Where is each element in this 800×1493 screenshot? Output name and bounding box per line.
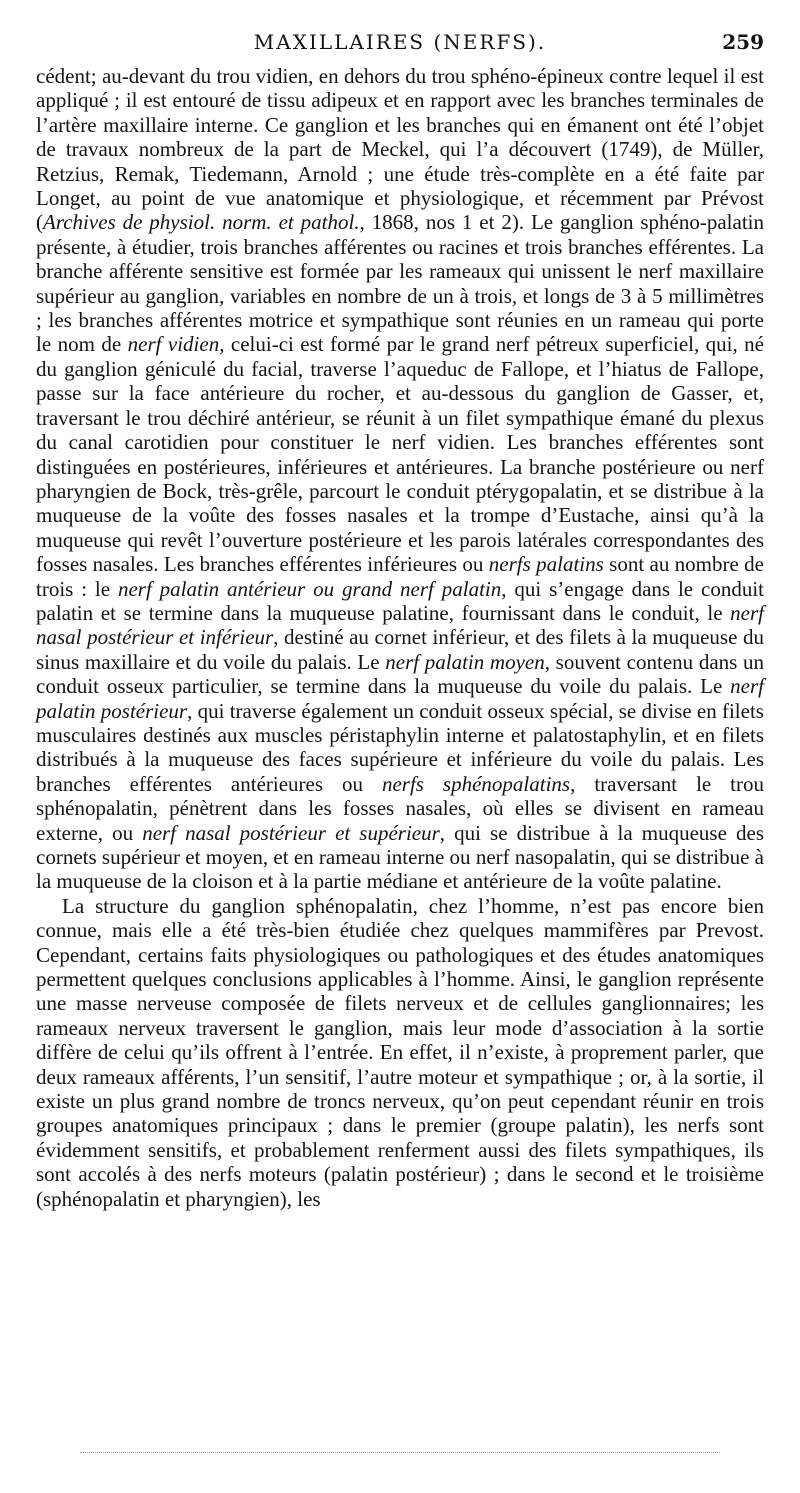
italic-term: nerf vidien <box>127 332 220 357</box>
page-header <box>36 30 764 60</box>
text-run: , traversant le trou sphénopalatin, pénètrent dans les fosses nasales, où elles se divisent en rameau externe, ou <box>36 771 765 845</box>
italic-term: nerf palatin postérieur <box>36 674 764 723</box>
running-title: MAXILLAIRES (NERFS). <box>253 30 547 54</box>
italic-term: nerf palatin moyen <box>385 649 545 674</box>
italic-term: nerfs palatins <box>488 552 604 577</box>
paragraph <box>36 64 764 894</box>
italic-term: nerf palatin antérieur ou grand nerf palatin <box>117 576 502 601</box>
text-run: , qui traverse également un conduit osseux spécial, se divise en filets musculaires destinés aux muscles péristaphylin interne et palatostaphylin, et en filets distribués à la muqueuse des faces supérieure et inférieure du voile du palais. Les branches efférentes antérieures ou <box>36 698 764 796</box>
italic-term: nerfs sphénopalatins <box>381 771 571 796</box>
text-run: , qui s’engage dans le conduit palatin et se termine dans la muqueuse palatine, fournissant dans le conduit, le <box>36 576 764 625</box>
text-run: , qui se distribue à la muqueuse des cornets supérieur et moyen, et en rameau interne ou nerf nasopalatin, qui se distribue à la muqueuse de la cloison et à la partie médiane et antérieure de la voûte palatine. <box>36 820 764 894</box>
body-text <box>36 64 764 1211</box>
paragraph <box>36 894 764 1211</box>
text-run: , 1868, nos 1 et 2). Le ganglion sphéno-palatin présente, à étudier, trois branches afférentes ou racines et trois branches efférentes. La branche afférente sensitive est formée par les rameaux qui unissent le nerf maxillaire supérieur au ganglion, variables en nombre de un à trois, et longs de 3 à 5 millimètres ; les branches afférentes motrice et sympathique sont réunies en un rameau qui porte le nom de <box>36 210 765 357</box>
italic-term: nerf nasal postérieur et inférieur <box>36 600 764 650</box>
italic-term: nerf nasal postérieur et supérieur <box>142 820 440 845</box>
page-number: 259 <box>722 30 764 54</box>
text-run: , souvent contenu dans un conduit osseux particulier, se termine dans la muqueuse du voile du palais. Le <box>36 649 765 699</box>
text-run: , destiné au cornet inférieur, et des filets à la muqueuse du sinus maxillaire et du voile du palais. Le <box>36 625 764 674</box>
text-run: La structure du ganglion sphénopalatin, chez l’homme, n’est pas encore bien connue, mais elle a été très-bien étudiée chez quelques mammifères par Prevost. Cependant, certains faits physiologiques ou pathologiques et des études anatomiques permettent quelques conclusions applicables à l’homme. Ainsi, le ganglion représente une masse nerveuse composée de filets nerveux et de cellules ganglionnaires; les rameaux nerveux traversent le ganglion, mais leur mode d’association à la sortie diffère de celui qu’ils offrent à l’entrée. En effet, il n’existe, à proprement parler, que deux rameaux afférents, l’un sensitif, l’autre moteur et sympathique ; or, à la sortie, il existe un plus grand nombre de troncs nerveux, qu’on peut cependant réunir en trois groupes anatomiques principaux ; dans le premier (groupe palatin), les nerfs sont évidemment sensitifs, et probablement renferment aussi des filets sympathiques, ils sont accolés à des nerfs moteurs (palatin postérieur) ; dans le second et le troisième (sphénopalatin et pharyngien), les <box>36 893 764 1211</box>
text-run: sont au nombre de trois : le <box>36 552 764 601</box>
italic-term: Archives de physiol. norm. et pathol. <box>43 210 360 235</box>
text-run: , celui-ci est formé par le grand nerf pétreux superficiel, qui, né du ganglion géniculé du facial, traverse l’aqueduc de Fallope, et l’hiatus de Fallope, passe sur la face antérieure du rocher, et au-dessous du ganglion de Gasser, et, traversant le trou déchiré antérieur, se réunit à un filet sympathique émané du plexus du canal carotidien pour constituer le nerf vidien. Les branches efférentes sont distinguées en postérieures, inférieures et antérieures. La branche postérieure ou nerf pharyngien de Bock, très-grêle, parcourt le conduit ptérygopalatin, et se distribue à la muqueuse de la voûte des fosses nasales et la trompe d’Eustache, ainsi qu’à la muqueuse qui revêt l’ouverture postérieure et les parois latérales correspondantes des fosses nasales. Les branches efférentes inférieures ou <box>36 332 764 577</box>
footer-rule <box>80 1452 720 1453</box>
text-run: cédent; au-devant du trou vidien, en dehors du trou sphéno-épineux contre lequel il est appliqué ; il est entouré de tissu adipeux et en rapport avec les branches terminales de l’artère maxillaire interne. Ce ganglion et les branches qui en émanent ont été l’objet de travaux nombreux de la part de Meckel, qui l’a découvert (1749), de Müller, Retzius, Remak, Tiedemann, Arnold ; une étude très-complète en a été faite par Longet, au point de vue anatomique et physiologique, et récemment par Prévost ( <box>36 64 764 235</box>
